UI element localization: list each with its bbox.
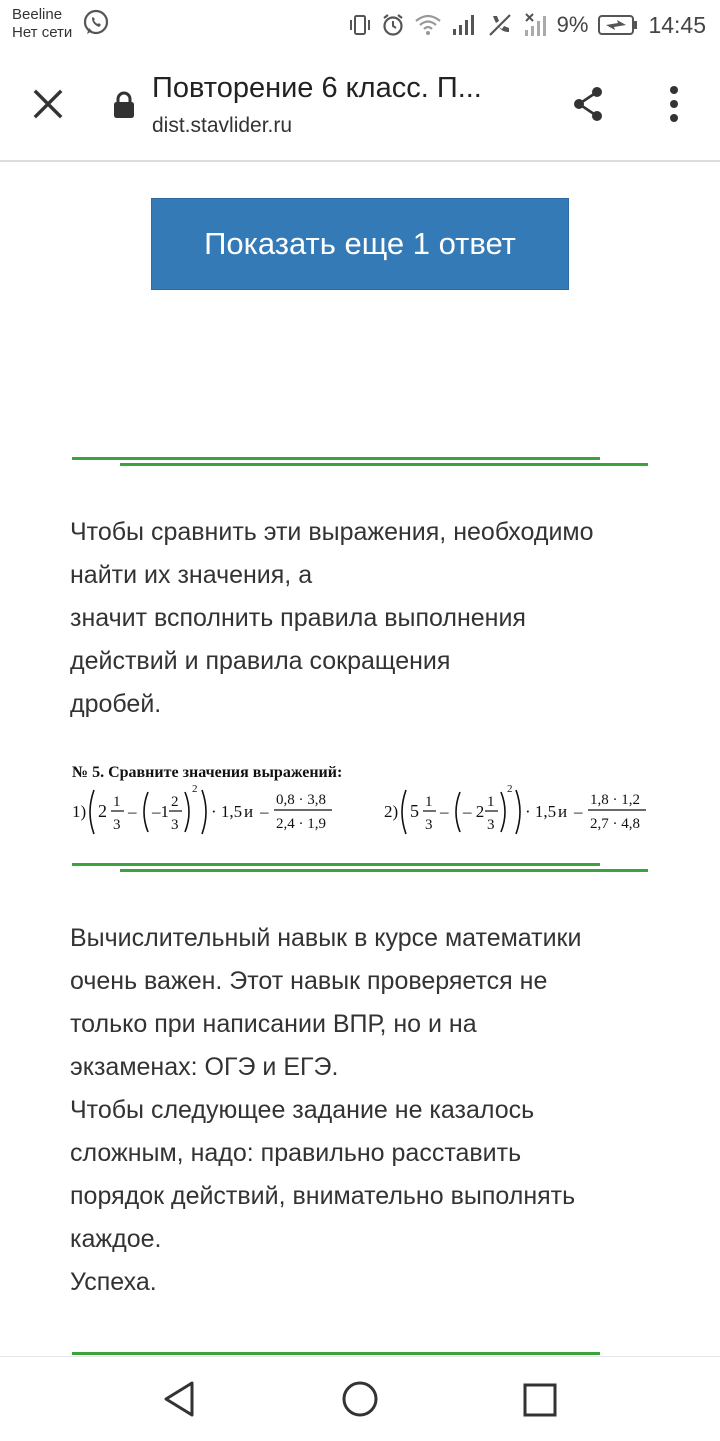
- whatsapp-icon: [82, 9, 110, 37]
- status-bar: [0, 0, 720, 50]
- expr1-whole: 2: [98, 801, 107, 821]
- divider-line: [72, 457, 600, 460]
- expr2-fraca-num: 1: [425, 794, 433, 810]
- expr1-and: и: [244, 802, 254, 821]
- divider-line: [120, 869, 648, 872]
- carrier-name: Beeline: [12, 6, 63, 23]
- expr1-rhs-minus: –: [260, 802, 269, 821]
- page-url: dist.stavlider.ru: [152, 114, 293, 137]
- task-expression-image: [70, 760, 660, 845]
- answer-paragraph-1: [70, 511, 670, 726]
- no-call-icon: [487, 12, 513, 38]
- expr2-power: 2: [507, 783, 513, 795]
- expr2-rhs-den: 2,7 · 4,8: [590, 816, 640, 832]
- back-icon[interactable]: [160, 1379, 200, 1419]
- expr2-mult: · 1,5: [525, 802, 557, 821]
- paragraph-line: экзаменах: ОГЭ и ЕГЭ.: [70, 1053, 339, 1081]
- paragraph-line: каждое.: [70, 1225, 162, 1253]
- expr1-fracb-num: 2: [171, 794, 179, 810]
- paragraph-line: сложным, надо: правильно расставить: [70, 1139, 522, 1167]
- expr2-fraca-den: 3: [425, 817, 433, 833]
- task-heading: № 5. Сравните значения выражений:: [72, 764, 343, 781]
- paragraph-line: Чтобы сравнить эти выражения, необходимо: [70, 518, 594, 546]
- expr2-minus: –: [440, 802, 449, 821]
- expr2-rhs-num: 1,8 · 1,2: [590, 792, 640, 808]
- page-title: Повторение 6 класс. П...: [152, 72, 482, 104]
- paragraph-line: порядок действий, внимательно выполнять: [70, 1182, 576, 1210]
- lock-icon: [112, 90, 136, 120]
- carrier-status: Нет сети: [12, 24, 73, 41]
- expr1-rhs-den: 2,4 · 1,9: [276, 816, 326, 832]
- recent-apps-icon[interactable]: [521, 1381, 559, 1419]
- expr2-fracb-num: 1: [487, 794, 495, 810]
- expr1-fraca-den: 3: [113, 817, 121, 833]
- expr2-rhs-minus: –: [574, 802, 583, 821]
- paragraph-line: значит всполнить правила выполнения: [70, 604, 526, 632]
- share-icon[interactable]: [570, 84, 606, 124]
- close-icon[interactable]: [28, 84, 68, 124]
- expr1-inner-whole: –1: [152, 802, 169, 821]
- no-signal-icon: [523, 12, 547, 38]
- home-icon[interactable]: [340, 1379, 380, 1419]
- answer-paragraph-2: [70, 917, 670, 1304]
- divider-line: [120, 463, 648, 466]
- expr1-fracb-den: 3: [171, 817, 179, 833]
- battery-percent: 9%: [556, 12, 589, 37]
- battery-charging-icon: [598, 14, 638, 36]
- expr1-minus: –: [128, 802, 137, 821]
- expr2-inner-whole: – 2: [463, 802, 485, 821]
- paragraph-line: Успеха.: [70, 1268, 157, 1296]
- carrier-info: [12, 6, 72, 42]
- expr2-label: 2): [384, 802, 399, 821]
- expr2-and: и: [558, 802, 568, 821]
- expr2-whole: 5: [410, 801, 419, 821]
- divider-line: [72, 863, 600, 866]
- signal-icon: [451, 13, 477, 37]
- system-nav-bar: [0, 1356, 720, 1441]
- paragraph-line: дробей.: [70, 690, 162, 718]
- show-more-answers-button[interactable]: Показать еще 1 ответ: [151, 198, 569, 290]
- vibrate-icon: [349, 13, 371, 37]
- expr1-rhs-num: 0,8 · 3,8: [276, 792, 326, 808]
- expr1-mult: · 1,5: [211, 802, 243, 821]
- paragraph-line: действий и правила сокращения: [70, 647, 451, 675]
- expr1-label: 1): [72, 802, 87, 821]
- paragraph-line: только при написании ВПР, но и на: [70, 1010, 477, 1038]
- paragraph-line: Вычислительный навык в курсе математики: [70, 924, 582, 952]
- paragraph-line: найти их значения, а: [70, 561, 313, 589]
- status-icons: [349, 11, 706, 39]
- expr2-fracb-den: 3: [487, 817, 495, 833]
- paragraph-line: очень важен. Этот навык проверяется не: [70, 967, 548, 995]
- clock: 14:45: [648, 11, 706, 38]
- wifi-icon: [415, 14, 441, 36]
- divider-line: [72, 1352, 600, 1355]
- expr1-power: 2: [192, 783, 198, 795]
- expr1-fraca-num: 1: [113, 794, 121, 810]
- more-vert-icon[interactable]: [660, 84, 688, 124]
- alarm-icon: [381, 13, 405, 37]
- paragraph-line: Чтобы следующее задание не казалось: [70, 1096, 535, 1124]
- custom-tab-toolbar: [0, 50, 720, 162]
